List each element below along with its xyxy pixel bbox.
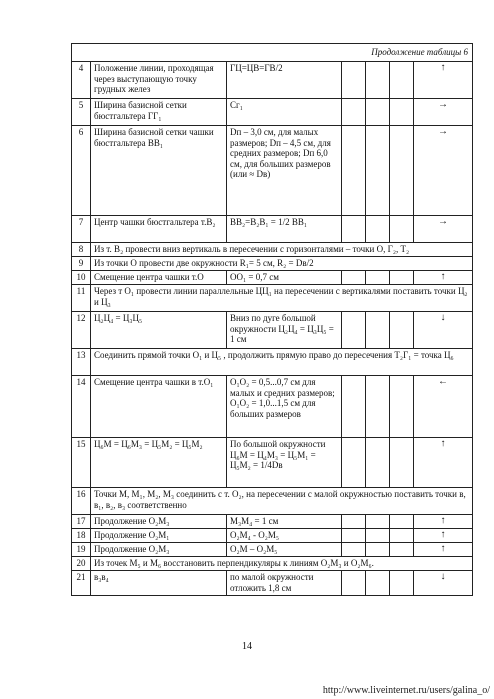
row-number: 21 <box>72 571 91 596</box>
row-description: Центр чашки бюстгальтера т.В₂ <box>91 216 227 243</box>
row-number: 11 <box>72 285 91 312</box>
direction-arrow-icon: → <box>414 126 473 216</box>
table-row <box>72 126 473 216</box>
empty-cell <box>342 99 366 126</box>
direction-arrow-icon: ↑ <box>414 438 473 488</box>
row-formula: По большой окружности Ц₆М = Ц₄М₃ = Ц₅М₁ = Ц₅М₂ = 1/4Dв <box>227 438 342 488</box>
row-number: 12 <box>72 312 91 349</box>
empty-cell <box>366 543 390 557</box>
row-description: в₃в₄ <box>91 571 227 596</box>
row-instruction: Соединить прямой точки О₁ и Ц₅ , продолжить прямую право до пересечения Т₂Г₁ = точка Ц₆ <box>91 349 473 376</box>
table-row <box>72 515 473 529</box>
direction-arrow-icon: ↑ <box>414 271 473 285</box>
row-description: Продолжение О₂М₃ <box>91 515 227 529</box>
table-row <box>72 488 473 515</box>
direction-arrow-icon: ↑ <box>414 543 473 557</box>
row-formula: М₃М₄ = 1 см <box>227 515 342 529</box>
empty-cell <box>342 271 366 285</box>
empty-cell <box>390 126 414 216</box>
row-formula: ВВ₂=В₂В₁ = 1/2 ВВ₁ <box>227 216 342 243</box>
empty-cell <box>342 543 366 557</box>
row-instruction: Из точки О провести две окружности R₁= 5 см, R₂ = Dв/2 <box>91 257 473 271</box>
empty-cell <box>366 216 390 243</box>
continuation-row <box>72 44 473 62</box>
row-number: 9 <box>72 257 91 271</box>
empty-cell <box>390 99 414 126</box>
row-formula: Dп – 3,0 см, для малых размеров; Dп – 4,5 см, для средних размеров; Dп 6,0 см, для больших размеров (или ≈ Dв) <box>227 126 342 216</box>
table-row <box>72 99 473 126</box>
table-row <box>72 257 473 271</box>
table-row <box>72 285 473 312</box>
row-instruction: Из точек М₅ и М₆ восстановить перпендикуляры к линиям О₂М₃ и О₂М₆. <box>91 557 473 571</box>
row-number: 4 <box>72 62 91 99</box>
row-number: 19 <box>72 543 91 557</box>
row-description: Ширина базисной сетки бюстгальтера ГГ₁ <box>91 99 227 126</box>
table-row <box>72 529 473 543</box>
continuation-table <box>71 43 473 596</box>
empty-cell <box>366 529 390 543</box>
table-row <box>72 243 473 257</box>
empty-cell <box>342 515 366 529</box>
row-number: 13 <box>72 349 91 376</box>
row-instruction: Из т. В₂ провести вниз вертикаль в пересечении с горизонталями – точки О, Г₂, Т₂ <box>91 243 473 257</box>
direction-arrow-icon: ↑ <box>414 515 473 529</box>
empty-cell <box>390 543 414 557</box>
empty-cell <box>342 126 366 216</box>
page-number: 14 <box>242 641 252 652</box>
row-number: 5 <box>72 99 91 126</box>
empty-cell <box>342 571 366 596</box>
empty-cell <box>366 62 390 99</box>
row-number: 20 <box>72 557 91 571</box>
row-formula: Сг₁ <box>227 99 342 126</box>
row-description: Ц₆М = Ц₆М₃ = Ц₅М₂ = Ц₅М₂ <box>91 438 227 488</box>
row-instruction: Через т О₁ провести линии параллельные ЦЦ₁ на пересечении с вертикалями поставить точки Ц₂ и Ц₃ <box>91 285 473 312</box>
direction-arrow-icon: ← <box>414 376 473 438</box>
direction-arrow-icon: → <box>414 99 473 126</box>
table-row <box>72 438 473 488</box>
empty-cell <box>366 271 390 285</box>
row-formula: ОО₁ = 0,7 см <box>227 271 342 285</box>
empty-cell <box>366 376 390 438</box>
table-row <box>72 376 473 438</box>
empty-cell <box>366 312 390 349</box>
row-description: Продолжение О₂М₁ <box>91 529 227 543</box>
empty-cell <box>366 515 390 529</box>
row-description: Положение линии, проходящая через выступающую точку грудных желез <box>91 62 227 99</box>
empty-cell <box>390 62 414 99</box>
watermark-url[interactable]: http://www.liveinternet.ru/users/galina_o/ <box>322 685 490 696</box>
empty-cell <box>390 438 414 488</box>
direction-arrow-icon: ↑ <box>414 62 473 99</box>
empty-cell <box>342 62 366 99</box>
row-number: 6 <box>72 126 91 216</box>
row-number: 18 <box>72 529 91 543</box>
empty-cell <box>342 216 366 243</box>
continuation-label: Продолжение таблицы 6 <box>72 44 473 62</box>
row-description: Смещение центра чашки т.О <box>91 271 227 285</box>
table-row <box>72 349 473 376</box>
table-row <box>72 312 473 349</box>
row-formula: ГЦ=ЦВ=ГВ/2 <box>227 62 342 99</box>
row-instruction: Точки М, М₁, М₂, М₃ соединить с т. О₂, на пересечении с малой окружностью поставить точки в, в₁, в₂, в₃ соответственно <box>91 488 473 515</box>
row-description: Ц₂Ц₄ = Ц₃Ц₅ <box>91 312 227 349</box>
empty-cell <box>342 438 366 488</box>
empty-cell <box>390 515 414 529</box>
table-row <box>72 216 473 243</box>
row-formula: О₂М – О₂М₅ <box>227 543 342 557</box>
empty-cell <box>342 529 366 543</box>
empty-cell <box>366 438 390 488</box>
row-number: 17 <box>72 515 91 529</box>
table-row <box>72 571 473 596</box>
empty-cell <box>342 312 366 349</box>
empty-cell <box>366 126 390 216</box>
row-formula: по малой окружности отложить 1,8 см <box>227 571 342 596</box>
direction-arrow-icon: ↑ <box>414 529 473 543</box>
row-number: 16 <box>72 488 91 515</box>
table-row <box>72 62 473 99</box>
table-row <box>72 543 473 557</box>
row-description: Продолжение О₂М₃ <box>91 543 227 557</box>
empty-cell <box>366 99 390 126</box>
row-number: 8 <box>72 243 91 257</box>
table-row <box>72 271 473 285</box>
empty-cell <box>342 376 366 438</box>
empty-cell <box>390 376 414 438</box>
empty-cell <box>390 529 414 543</box>
row-description: Ширина базисной сетки чашки бюстгальтера ВВ₁ <box>91 126 227 216</box>
row-description: Смещение центра чашки в т.О₁ <box>91 376 227 438</box>
empty-cell <box>366 571 390 596</box>
row-number: 7 <box>72 216 91 243</box>
row-formula: О₁О₂ = 0,5...0,7 см для малых и средних размеров; О₁О₂ = 1,0...1,5 см для больших размеров <box>227 376 342 438</box>
row-formula: О₂М₄ - О₂М₅ <box>227 529 342 543</box>
table-row <box>72 557 473 571</box>
direction-arrow-icon: → <box>414 216 473 243</box>
row-number: 14 <box>72 376 91 438</box>
empty-cell <box>390 312 414 349</box>
row-number: 10 <box>72 271 91 285</box>
empty-cell <box>390 571 414 596</box>
direction-arrow-icon: ↓ <box>414 312 473 349</box>
empty-cell <box>390 271 414 285</box>
empty-cell <box>390 216 414 243</box>
direction-arrow-icon: ↓ <box>414 571 473 596</box>
row-formula: Вниз по дуге большой окружности Ц₂Ц₄ = Ц₃Ц₅ = 1 см <box>227 312 342 349</box>
row-number: 15 <box>72 438 91 488</box>
